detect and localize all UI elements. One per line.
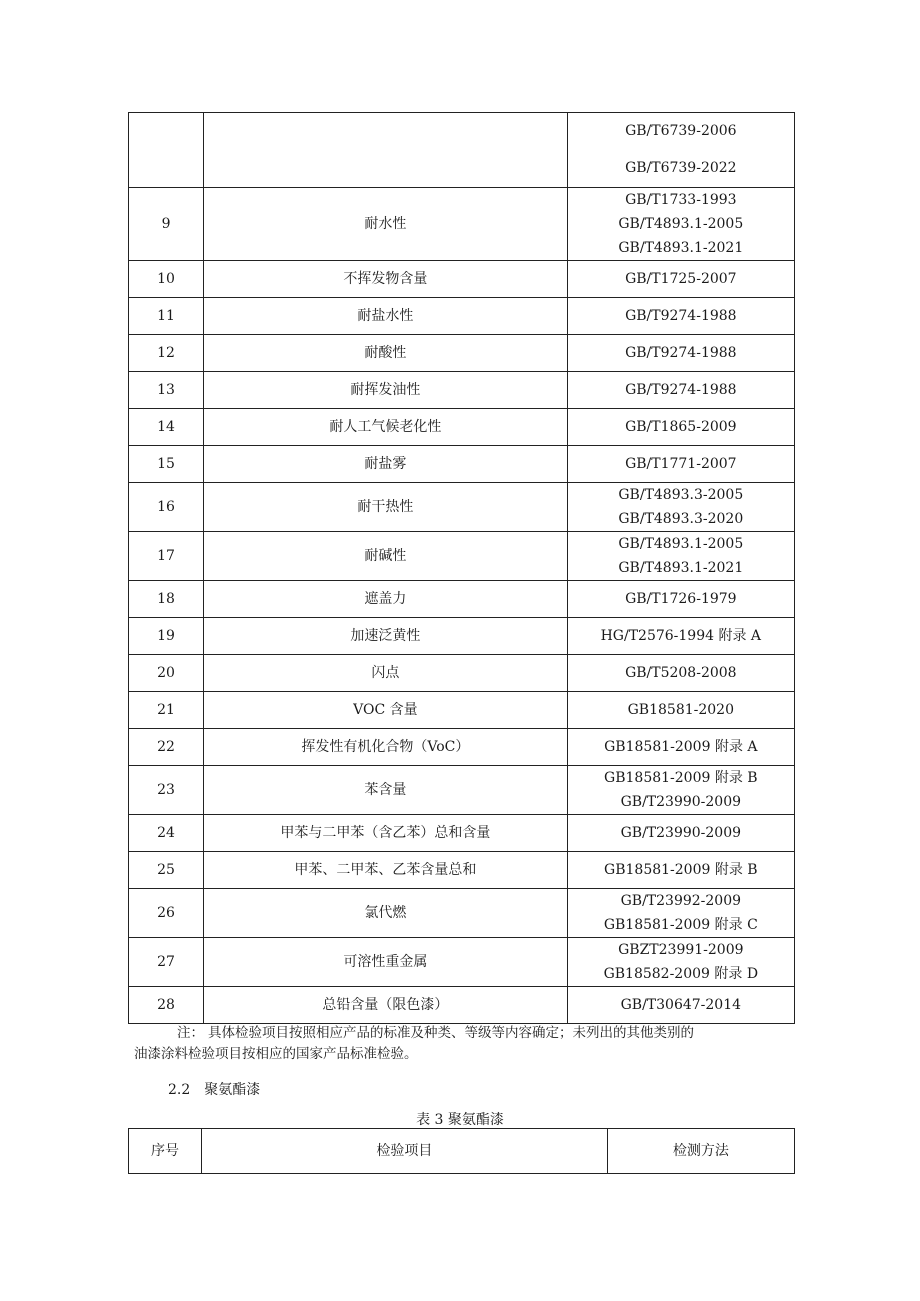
table-row: [129, 446, 795, 483]
test-methods: [567, 372, 794, 409]
row-number: 14: [129, 409, 204, 446]
table-row: [129, 889, 795, 938]
header-serial-number: 序号: [129, 1129, 202, 1174]
table-row: [129, 618, 795, 655]
table-row: [129, 938, 795, 987]
test-methods: [567, 581, 794, 618]
row-number: 15: [129, 446, 204, 483]
table-row: [129, 729, 795, 766]
test-method: GB/T4893.3-2005: [618, 487, 744, 503]
test-methods: [567, 987, 794, 1024]
test-methods: [567, 532, 794, 581]
inspection-item: 耐碱性: [204, 532, 568, 581]
note-line-1: 具体检验项目按照相应产品的标准及种类、等级等内容确定；未列出的其他类别的: [208, 1025, 694, 1041]
row-number: 20: [129, 655, 204, 692]
table-row: [129, 655, 795, 692]
test-method: GB18581-2009 附录 B: [604, 862, 758, 878]
row-number: 13: [129, 372, 204, 409]
test-method: GB/T23990-2009: [620, 825, 742, 841]
test-method: GB/T4893.1-2005: [618, 536, 744, 552]
test-methods: [567, 692, 794, 729]
test-method: GB18582-2009 附录 D: [603, 966, 759, 982]
inspection-item: 氯代燃: [204, 889, 568, 938]
table-row: [129, 692, 795, 729]
table-row: [129, 113, 795, 188]
row-number: 9: [129, 188, 204, 261]
table-row: [129, 852, 795, 889]
table-row: [129, 532, 795, 581]
note-line-2: 油漆涂料检验项目按相应的国家产品标准检验。: [134, 1046, 418, 1062]
row-number: 28: [129, 987, 204, 1024]
test-method: GB/T1726-1979: [625, 591, 737, 607]
inspection-item: 耐酸性: [204, 335, 568, 372]
inspection-table-body: [129, 113, 795, 1024]
inspection-item: 遮盖力: [204, 581, 568, 618]
test-methods: [567, 409, 794, 446]
table-row: [129, 766, 795, 815]
inspection-item: 耐人工气候老化性: [204, 409, 568, 446]
section-title: 聚氨酯漆: [204, 1082, 261, 1098]
inspection-item: 闪点: [204, 655, 568, 692]
test-method: GB/T6739-2022: [625, 160, 737, 176]
table-3-header-row: [129, 1129, 795, 1174]
test-method: GB/T23990-2009: [620, 794, 742, 810]
test-methods: [567, 655, 794, 692]
test-method: GB/T5208-2008: [625, 665, 737, 681]
test-method: GB/T1725-2007: [625, 271, 737, 287]
section-heading: [168, 1079, 260, 1099]
row-number: 26: [129, 889, 204, 938]
test-method: GB/T1771-2007: [625, 456, 737, 472]
inspection-item: 可溶性重金属: [204, 938, 568, 987]
table-note: [134, 1023, 754, 1065]
test-method: GB/T23992-2009: [620, 893, 742, 909]
note-label: 注：: [177, 1025, 204, 1041]
table-row: [129, 372, 795, 409]
test-methods: [567, 815, 794, 852]
row-number: [129, 113, 204, 188]
inspection-item: VOC 含量: [204, 692, 568, 729]
inspection-item: 耐水性: [204, 188, 568, 261]
row-number: 23: [129, 766, 204, 815]
test-methods: [567, 298, 794, 335]
inspection-item: 不挥发物含量: [204, 261, 568, 298]
row-number: 10: [129, 261, 204, 298]
table-row: [129, 581, 795, 618]
row-number: 18: [129, 581, 204, 618]
table-row: [129, 815, 795, 852]
inspection-item: 耐干热性: [204, 483, 568, 532]
inspection-item: 总铅含量（限色漆）: [204, 987, 568, 1024]
table-row: [129, 335, 795, 372]
row-number: 12: [129, 335, 204, 372]
test-methods: [567, 483, 794, 532]
test-methods: [567, 889, 794, 938]
test-method: GB/T9274-1988: [625, 308, 737, 324]
table-row: [129, 483, 795, 532]
row-number: 21: [129, 692, 204, 729]
test-method: GB/T9274-1988: [625, 345, 737, 361]
test-method: GB/T4893.1-2021: [618, 240, 744, 256]
test-method: GB18581-2009 附录 A: [604, 739, 758, 755]
table-row: [129, 987, 795, 1024]
test-method: GB18581-2009 附录 B: [604, 770, 758, 786]
test-method: GB/T1865-2009: [625, 419, 737, 435]
table-3-caption: 表 3 聚氨酯漆: [416, 1112, 504, 1128]
header-inspection-item: 检验项目: [202, 1129, 608, 1174]
inspection-table: [128, 112, 795, 1024]
test-method: GB18581-2020: [627, 702, 734, 718]
test-method: GB/T1733-1993: [625, 192, 737, 208]
test-method: GB/T30647-2014: [620, 997, 742, 1013]
inspection-item: 耐挥发油性: [204, 372, 568, 409]
test-methods: [567, 852, 794, 889]
inspection-item: 苯含量: [204, 766, 568, 815]
inspection-item: [204, 113, 568, 188]
test-methods: [567, 766, 794, 815]
test-method: GB18581-2009 附录 C: [603, 917, 758, 933]
test-method: GB/T4893.3-2020: [618, 511, 744, 527]
table-row: [129, 298, 795, 335]
table-row: [129, 409, 795, 446]
section-number: 2.2: [168, 1082, 191, 1098]
test-methods: [567, 618, 794, 655]
test-method: GB/T6739-2006: [625, 123, 737, 139]
test-methods: [567, 335, 794, 372]
test-methods: [567, 261, 794, 298]
inspection-item: 耐盐雾: [204, 446, 568, 483]
inspection-item: 挥发性有机化合物（VoC）: [204, 729, 568, 766]
inspection-item: 耐盐水性: [204, 298, 568, 335]
row-number: 22: [129, 729, 204, 766]
test-method: GB/T4893.1-2021: [618, 560, 744, 576]
test-method: GB/T9274-1988: [625, 382, 737, 398]
inspection-item: 加速泛黄性: [204, 618, 568, 655]
test-method: GBZT23991-2009: [618, 942, 744, 958]
test-methods: [567, 113, 794, 188]
header-test-method: 检测方法: [607, 1129, 794, 1174]
table-row: [129, 188, 795, 261]
row-number: 11: [129, 298, 204, 335]
inspection-item: 甲苯与二甲苯（含乙苯）总和含量: [204, 815, 568, 852]
row-number: 17: [129, 532, 204, 581]
test-methods: [567, 188, 794, 261]
row-number: 25: [129, 852, 204, 889]
row-number: 24: [129, 815, 204, 852]
row-number: 27: [129, 938, 204, 987]
inspection-item: 甲苯、二甲苯、乙苯含量总和: [204, 852, 568, 889]
test-methods: [567, 938, 794, 987]
row-number: 19: [129, 618, 204, 655]
test-method: HG/T2576-1994 附录 A: [600, 628, 762, 644]
table-row: [129, 261, 795, 298]
test-methods: [567, 729, 794, 766]
table-3: [128, 1128, 795, 1174]
test-methods: [567, 446, 794, 483]
test-method: GB/T4893.1-2005: [618, 216, 744, 232]
row-number: 16: [129, 483, 204, 532]
